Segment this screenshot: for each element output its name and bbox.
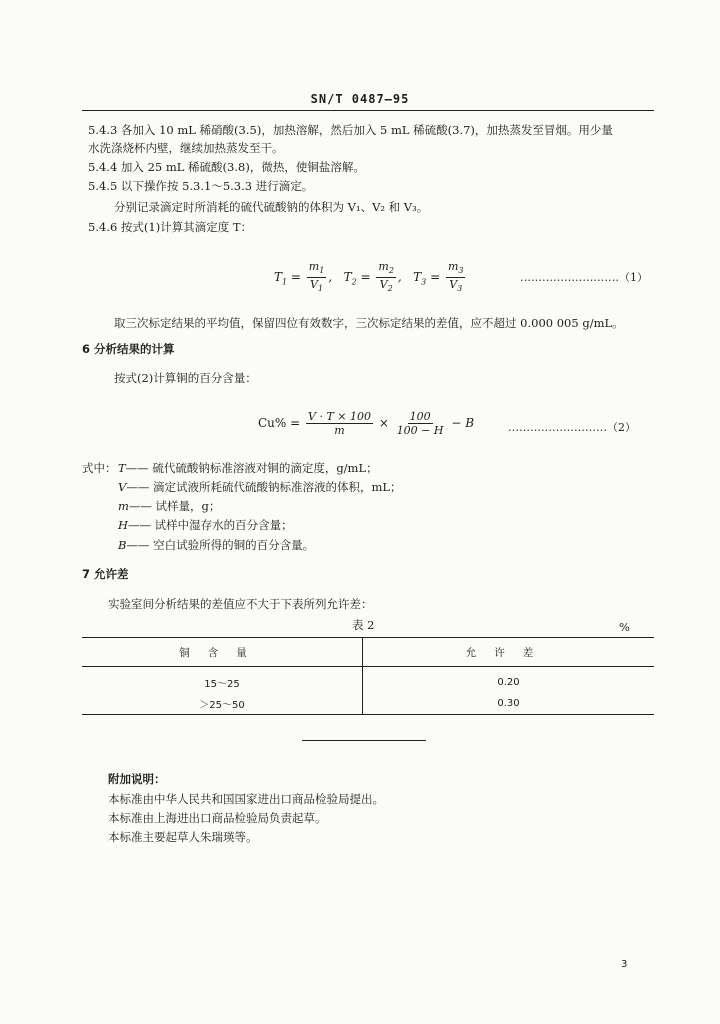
section-6-title: 6 分析结果的计算 bbox=[82, 342, 175, 356]
table-unit: % bbox=[619, 620, 630, 634]
var-H: H—— 试样中湿存水的百分含量； bbox=[118, 518, 293, 532]
page-header: SN/T 0487—95 bbox=[310, 92, 410, 106]
appendix-line-3: 本标准主要起草人朱瑞瑛等。 bbox=[108, 830, 258, 844]
section-6-intro: 按式(2)计算铜的百分含量： bbox=[114, 371, 257, 385]
header-copper-content: 铜含量 bbox=[82, 638, 363, 667]
table-row: 15～25 0.20 bbox=[82, 667, 654, 694]
page-number: 3 bbox=[621, 959, 628, 970]
var-T: T—— 硫代硫酸钠标准溶液对铜的滴定度，g/mL； bbox=[118, 461, 378, 475]
appendix-line-2: 本标准由上海进出口商品检验局负责起草。 bbox=[108, 811, 327, 825]
equation-2: Cu% = $\frac{V \cdot T \times 100}{m}$ × $\frac{100}{100 - H}$ − B bbox=[258, 410, 475, 437]
average-note: 取三次标定结果的平均值，保留四位有效数字，三次标定结果的差值，应不超过 0.000 005 g/mL。 bbox=[114, 316, 624, 330]
var-V: V—— 滴定试液所耗硫代硫酸钠标准溶液的体积，mL； bbox=[118, 480, 402, 494]
record-volumes: 分别记录滴定时所消耗的硫代硫酸钠的体积为 V₁、V₂ 和 V₃。 bbox=[114, 200, 429, 214]
eq2-lhs: Cu% = bbox=[258, 416, 301, 430]
eq2-num1: V · T × 100 bbox=[308, 410, 371, 423]
clause-5-4-5: 5.4.5 以下操作按 5.3.1～5.3.3 进行滴定。 bbox=[88, 179, 314, 193]
appendix-title: 附加说明： bbox=[108, 772, 166, 786]
table-header-row bbox=[82, 638, 654, 667]
table-caption: 表 2 bbox=[352, 618, 375, 632]
header-tolerance: 允许差 bbox=[363, 638, 655, 667]
clause-5-4-4: 5.4.4 加入 25 mL 稀硫酸(3.8)，微热，使铜盐溶解。 bbox=[88, 160, 365, 174]
appendix-line-1: 本标准由中华人民共和国国家进出口商品检验局提出。 bbox=[108, 792, 384, 806]
table-row: ＞25～50 0.30 bbox=[82, 693, 654, 715]
clause-5-4-3-line2: 水洗涤烧杯内壁，继续加热蒸发至干。 bbox=[88, 141, 284, 155]
where-label: 式中： bbox=[82, 461, 117, 475]
header-rule bbox=[82, 110, 654, 111]
equation-1-number: ………………………（1） bbox=[520, 271, 648, 284]
equation-1: $T_1$ = $\frac{m_1}{V_1}$ , $T_2$ = $\frac{m_2}{V_2}$ , $T_3$ = $\frac{m_3}{V_3}$ bbox=[274, 260, 464, 294]
tolerance-table bbox=[82, 637, 654, 715]
eq2-den1: m bbox=[334, 424, 345, 437]
var-m: m—— 试样量，g； bbox=[118, 499, 221, 513]
eq2-tail: − B bbox=[451, 416, 475, 430]
section-7-intro: 实验室间分析结果的差值应不大于下表所列允许差： bbox=[108, 597, 373, 611]
clause-5-4-6: 5.4.6 按式(1)计算其滴定度 T： bbox=[88, 220, 253, 234]
end-rule bbox=[302, 740, 426, 741]
var-B: B—— 空白试验所得的铜的百分含量。 bbox=[118, 538, 315, 552]
eq2-num2: 100 bbox=[409, 410, 431, 423]
section-7-title: 7 允许差 bbox=[82, 567, 129, 581]
clause-5-4-3-line1: 5.4.3 各加入 10 mL 稀硝酸(3.5)，加热溶解，然后加入 5 mL 稀硫酸(3.7)，加热蒸发至冒烟。用少量 bbox=[88, 123, 613, 137]
equation-2-number: ………………………（2） bbox=[508, 421, 636, 434]
eq2-den2: 100 − H bbox=[396, 424, 444, 437]
